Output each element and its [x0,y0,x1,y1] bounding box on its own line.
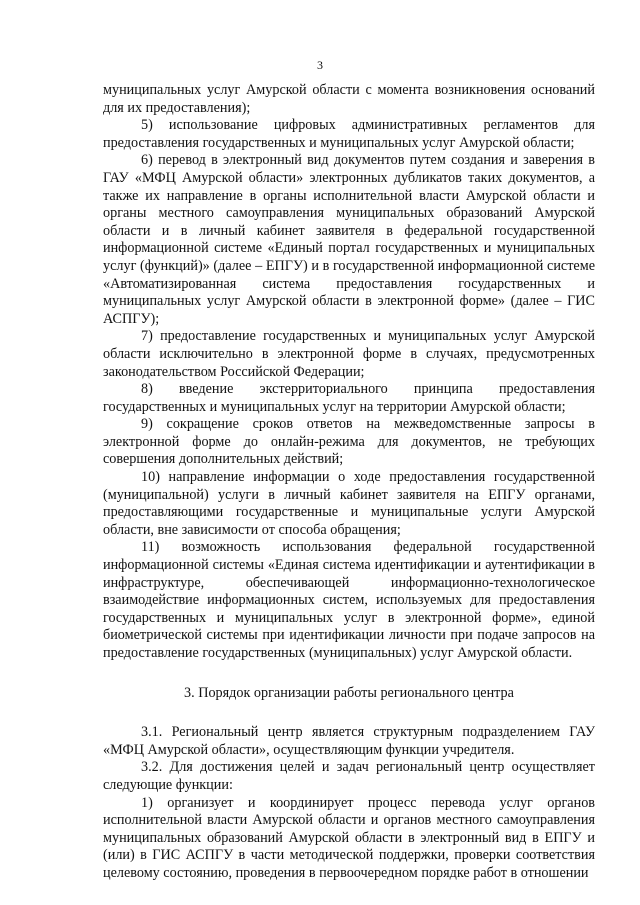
document-body [103,82,595,883]
paragraph-item-11: 11) возможность использования федеральной государственной информационной системы «Единая система идентификации и аутентификации в инфраструктуре, обеспечивающей информационно-технологическое взаимодействие информационных систем, используемых для предоставления государственных и муниципальных услуг в электронной форме», единой биометрической системы при идентификации личности при подаче запросов на предоставление государственных (муниципальных) услуг Амурской области. [103,539,595,661]
paragraph-continuation: муниципальных услуг Амурской области с момента возникновения оснований для их предоставления); [103,82,595,116]
paragraph-item-9: 9) сокращение сроков ответов на межведомственные запросы в электронной форме до онлайн-режима для документов, не требующих совершения дополнительных действий; [103,416,595,468]
paragraph-item-8: 8) введение экстерриториального принципа предоставления государственных и муниципальных услуг на территории Амурской области; [103,381,595,415]
paragraph-item-7: 7) предоставление государственных и муниципальных услуг Амурской области исключительно в электронной форме в случаях, предусмотренных законодательством Российской Федерации; [103,328,595,380]
paragraph-item-5: 5) использование цифровых административных регламентов для предоставления государственных и муниципальных услуг Амурской области; [103,117,595,151]
paragraph-item-6: 6) перевод в электронный вид документов путем создания и заверения в ГАУ «МФЦ Амурской области» электронных дубликатов таких документов, а также их направление в органы исполнительной власти Амурской области и органы местного самоуправления муниципальных образований Амурской области и в личный кабинет заявителя в федеральной государственной информационной системе «Единый портал государственных и муниципальных услуг (функций)» (далее – ЕПГУ) и в государственной информационной системе «Автоматизированная система предоставления государственных и муниципальных услуг Амурской области в электронной форме» (далее – ГИС АСПГУ); [103,152,595,327]
page-number: 3 [317,58,323,72]
paragraph-item-10: 10) направление информации о ходе предоставления государственной (муниципальной) услуги в личный кабинет заявителя на ЕПГУ органами, предоставляющими государственные и муниципальные услуги Амурской области, вне зависимости от способа обращения; [103,469,595,538]
section-heading: 3. Порядок организации работы регионального центра [184,684,514,701]
paragraph-3-1: 3.1. Региональный центр является структурным подразделением ГАУ «МФЦ Амурской области», осуществляющим функции учредителя. [103,724,595,758]
paragraph-3-2: 3.2. Для достижения целей и задач региональный центр осуществляет следующие функции: [103,759,595,793]
paragraph-function-1: 1) организует и координирует процесс перевода услуг органов исполнительной власти Амурской области и органов местного самоуправления муниципальных образований Амурской области в электронный вид в ЕПГУ и (или) в ГИС АСПГУ в части методической поддержки, проверки соответствия целевому состоянию, проведения в первоочередном порядке работ в отношении [103,794,595,881]
